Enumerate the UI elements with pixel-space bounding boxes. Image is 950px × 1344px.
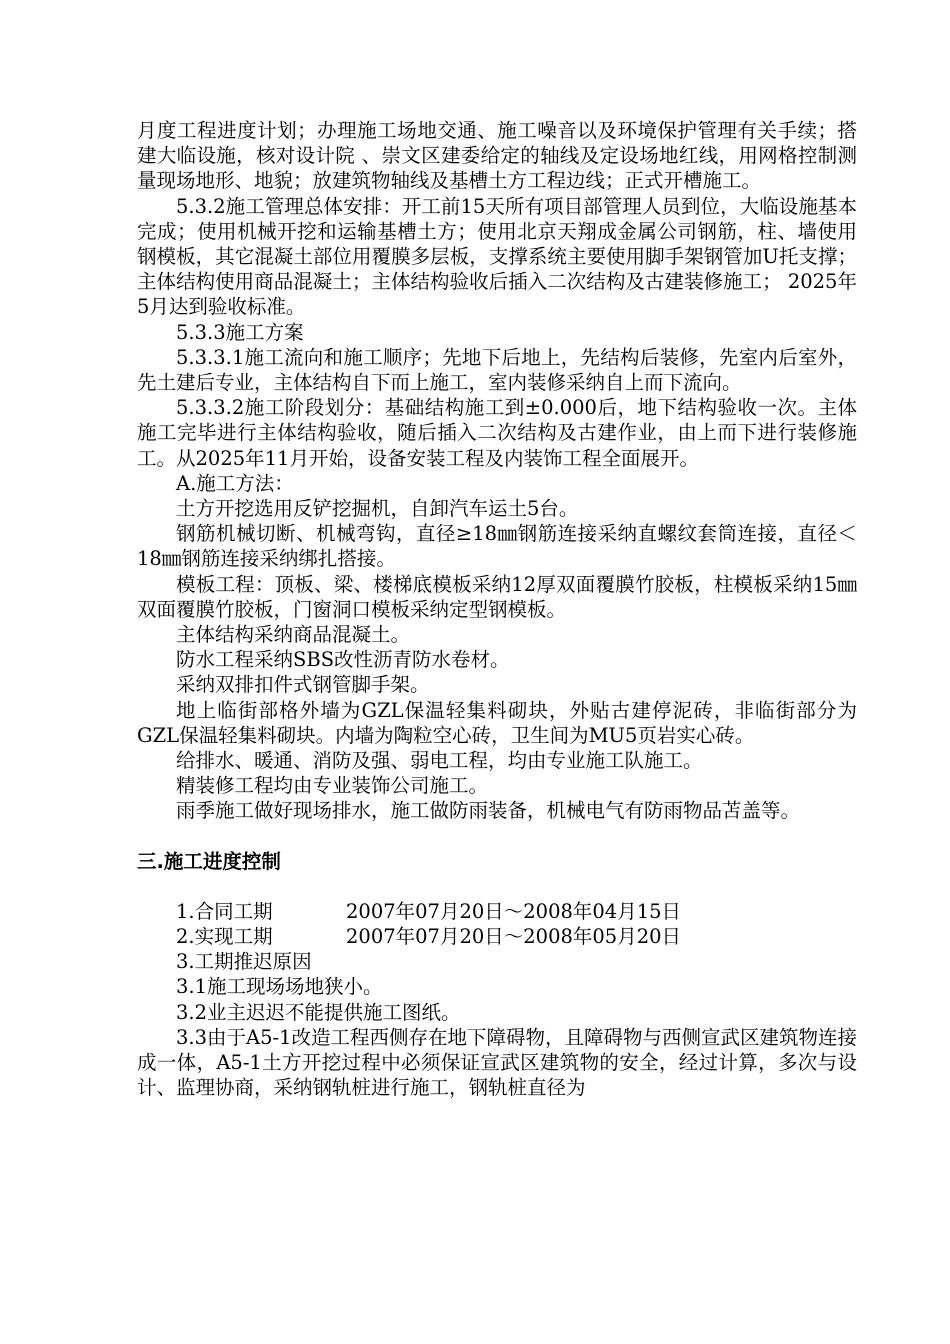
- body-paragraph: 给排水、暖通、消防及强、弱电工程，均由专业施工队施工。: [176, 749, 703, 773]
- body-paragraph: 模板工程：顶板、梁、楼梯底模板采纳12厚双面覆膜竹胶板，柱模板采纳15㎜双面覆膜竹胶板，门窗洞口模板采纳定型钢模板。: [137, 572, 857, 621]
- body-paragraphs-bottom: [137, 949, 857, 1100]
- body-paragraph: 3.1施工现场场地狭小。: [176, 975, 383, 999]
- body-paragraph: 土方开挖选用反铲挖掘机，自卸汽车运土5台。: [176, 497, 579, 521]
- body-paragraph: 采纳双排扣件式钢管脚手架。: [176, 673, 430, 697]
- schedule-row-contract: [137, 899, 857, 924]
- schedule-value: 2007年07月20日～2008年05月20日: [346, 924, 682, 948]
- body-paragraph: 地上临街部格外墙为GZL保温轻集料砌块，外贴古建停泥砖，非临街部分为GZL保温轻集料砌块。内墙为陶粒空心砖，卫生间为MU5页岩实心砖。: [137, 698, 857, 747]
- body-paragraph: 月度工程进度计划；办理施工场地交通、施工噪音以及环境保护管理有关手续；搭建大临设施，核对设计院 、崇文区建委给定的轴线及定设场地红线，用网格控制测量现场地形、地貌；放建筑物轴线及基槽土方工程边线；正式开槽施工。: [137, 119, 857, 193]
- body-paragraph: 3.3由于A5-1改造工程西侧存在地下障碍物，且障碍物与西侧宣武区建筑物连接成一体，A5-1土方开挖过程中必须保证宣武区建筑物的安全，经过计算，多次与设计、监理协商，采纳钢轨桩进行施工，钢轨桩直径为: [137, 1025, 857, 1100]
- body-paragraph: 5.3.3.2施工阶段划分：基础结构施工到±0.000后，地下结构验收一次。主体施工完毕进行主体结构验收，随后插入二次结构及古建作业，由上而下进行装修施工。从2025年11月开始，设备安装工程及内装饰工程全面展开。: [137, 396, 857, 470]
- body-paragraph: 3.工期推迟原因: [176, 950, 312, 974]
- body-paragraph: 5.3.2施工管理总体安排：开工前15天所有项目部管理人员到位，大临设施基本完成；使用机械开挖和运输基槽土方；使用北京天翔成金属公司钢筋，柱、墙使用钢模板，其它混凝土部位用覆膜多层板，支撑系统主要使用脚手架钢管加U托支撑；主体结构使用商品混凝土；主体结构验收后插入二次结构及古建装修施工； 2025年5月达到验收标准。: [137, 194, 857, 319]
- body-paragraph: 5.3.3.1施工流向和施工顺序；先地下后地上，先结构后装修，先室内后室外，先土建后专业，主体结构自下而上施工，室内装修采纳自上而下流向。: [137, 345, 857, 395]
- body-paragraph: 雨季施工做好现场排水，施工做防雨装备，机械电气有防雨物品苫盖等。: [176, 799, 801, 823]
- body-paragraph: 3.2业主迟迟不能提供施工图纸。: [176, 1000, 461, 1024]
- schedule-label: 1.合同工期: [176, 899, 273, 923]
- body-paragraph: 精装修工程均由专业装饰公司施工。: [176, 774, 489, 798]
- schedule-row-actual: [137, 924, 857, 949]
- body-paragraph: 5.3.3施工方案: [176, 320, 304, 344]
- spacer: [137, 874, 857, 899]
- body-paragraph: 防水工程采纳SBS改性沥青防水卷材。: [176, 648, 510, 672]
- body-paragraph: 钢筋机械切断、机械弯钩，直径≥18㎜钢筋连接采纳直螺纹套筒连接，直径＜18㎜钢筋连接采纳绑扎搭接。: [137, 522, 857, 571]
- section-heading: 三.施工进度控制: [137, 849, 281, 873]
- body-paragraphs-top: [137, 118, 857, 824]
- body-paragraph: A.施工方法：: [176, 471, 294, 495]
- document-body: [137, 118, 857, 1100]
- schedule-value: 2007年07月20日～2008年04月15日: [346, 899, 682, 923]
- body-paragraph: 主体结构采纳商品混凝土。: [176, 623, 411, 647]
- schedule-label: 2.实现工期: [176, 924, 273, 948]
